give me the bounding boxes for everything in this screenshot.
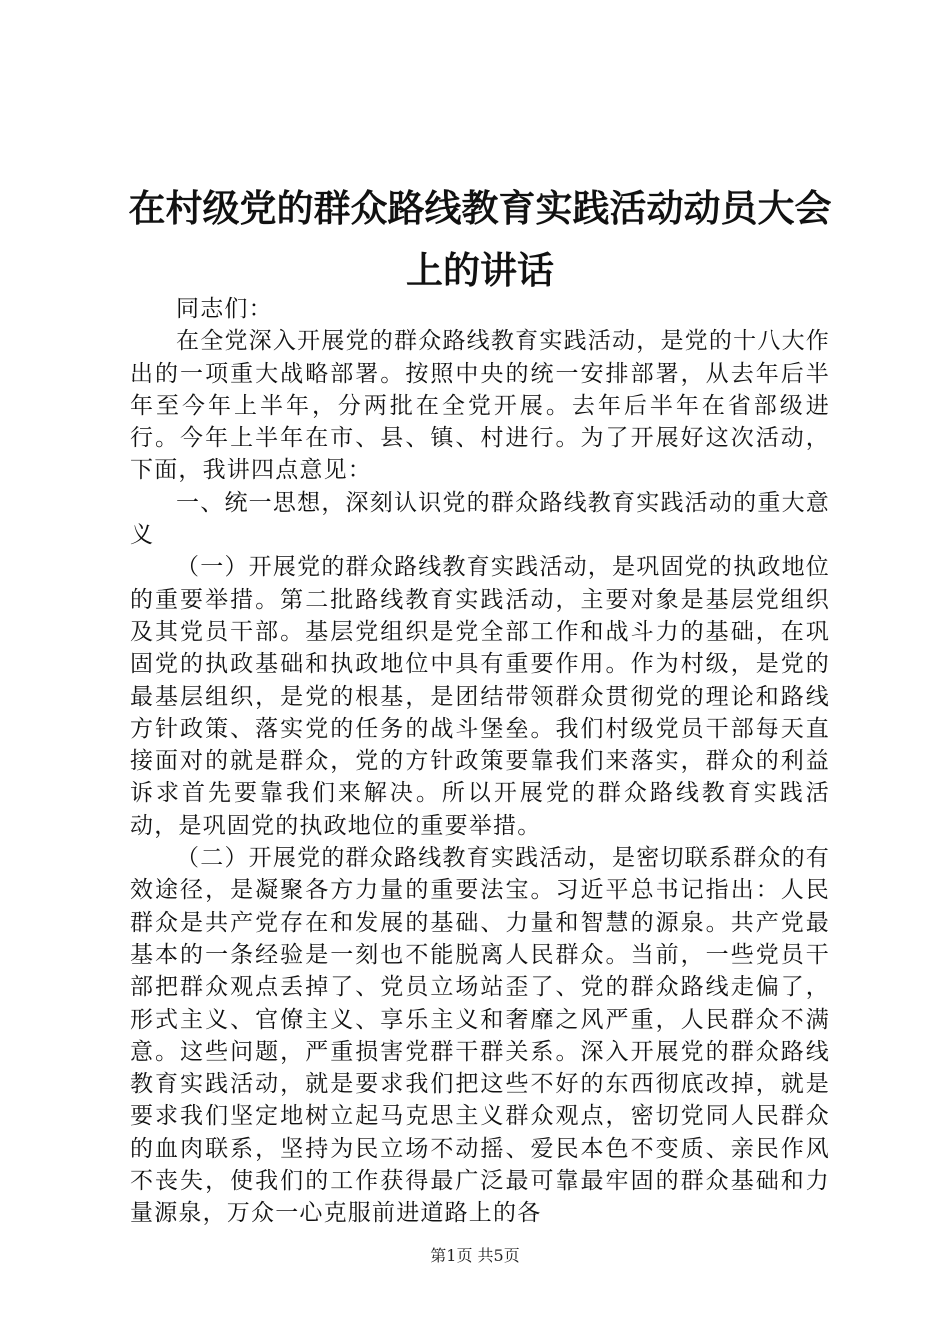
section-heading-paragraph: 一、统一思想，深刻认识党的群众路线教育实践活动的重大意义 <box>130 489 830 549</box>
intro-paragraph: 在全党深入开展党的群众路线教育实践活动，是党的十八大作出的一项重大战略部署。按照中央的统一安排部署，从去年后半年至今年上半年，分两批在全党开展。去年后半年在省部级进行。今年上半年在市、县、镇、村进行。为了开展好这次活动，下面，我讲四点意见： <box>130 328 830 484</box>
document-title: 在村级党的群众路线教育实践活动动员大会上的讲话 <box>128 187 832 292</box>
document-body <box>130 293 830 1230</box>
page-number-footer: 第1页 共5页 <box>430 1246 520 1265</box>
salutation-paragraph: 同志们： <box>176 296 273 322</box>
point-two-paragraph: （二）开展党的群众路线教育实践活动，是密切联系群众的有效途径，是凝聚各方力量的重要法宝。习近平总书记指出：人民群众是共产党存在和发展的基础、力量和智慧的源泉。共产党最基本的一条经验是一刻也不能脱离人民群众。当前，一些党员干部把群众观点丢掉了、党员立场站歪了、党的群众路线走偏了，形式主义、官僚主义、享乐主义和奢靡之风严重，人民群众不满意。这些问题，严重损害党群干群关系。深入开展党的群众路线教育实践活动，就是要求我们把这些不好的东西彻底改掉，就是要求我们坚定地树立起马克思主义群众观点，密切党同人民群众的血肉联系，坚持为民立场不动摇、爱民本色不变质、亲民作风不丧失，使我们的工作获得最广泛最可靠最牢固的群众基础和力量源泉，万众一心克服前进道路上的各 <box>130 845 830 1227</box>
point-one-paragraph: （一）开展党的群众路线教育实践活动，是巩固党的执政地位的重要举措。第二批路线教育实践活动，主要对象是基层党组织及其党员干部。基层党组织是党全部工作和战斗力的基础，在巩固党的执政基础和执政地位中具有重要作用。作为村级，是党的最基层组织，是党的根基，是团结带领群众贯彻党的理论和路线方针政策、落实党的任务的战斗堡垒。我们村级党员干部每天直接面对的就是群众，党的方针政策要靠我们来落实，群众的利益诉求首先要靠我们来解决。所以开展党的群众路线教育实践活动，是巩固党的执政地位的重要举措。 <box>130 554 830 839</box>
